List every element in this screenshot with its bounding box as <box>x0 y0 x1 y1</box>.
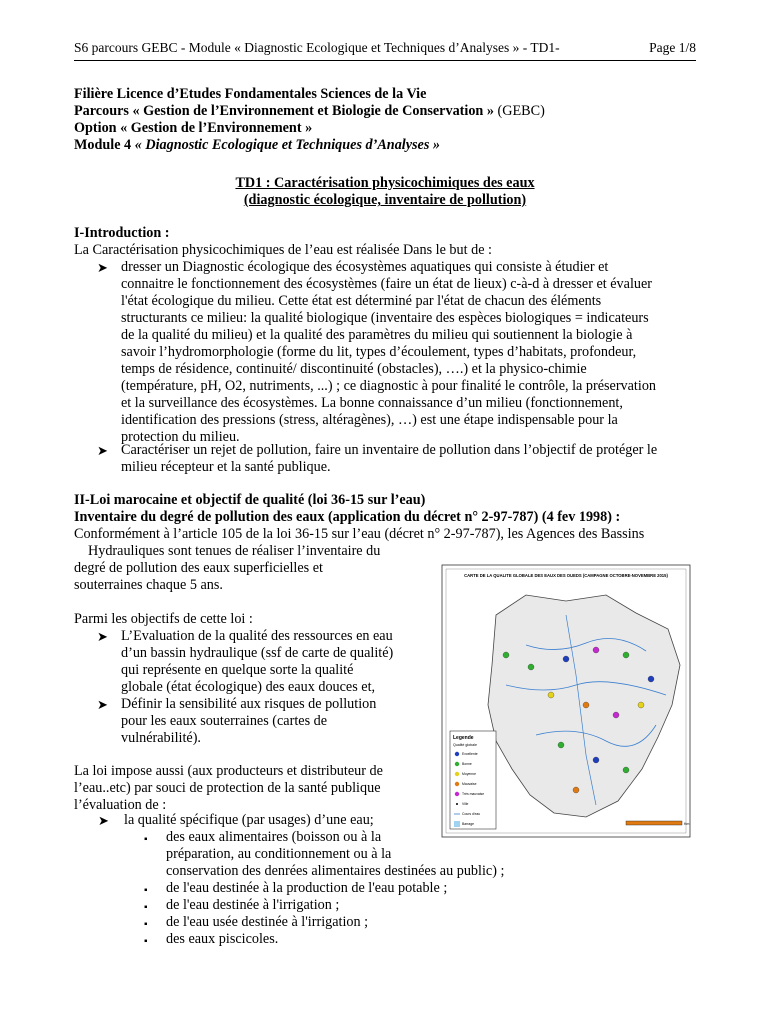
document-subtitle: (diagnostic écologique, inventaire de pollution) <box>243 192 527 208</box>
text-line: globale (état écologique) des eaux douces et, <box>121 679 376 695</box>
bullet-evaluation <box>97 628 394 696</box>
scale-bar <box>626 821 682 825</box>
section-1-heading: I-Introduction : <box>74 225 170 241</box>
station-marker <box>528 664 534 670</box>
scale-label: Km <box>684 822 690 826</box>
header-rule <box>74 60 696 61</box>
text-line: dresser un Diagnostic écologique des écosystèmes aquatiques qui consiste à étudier et <box>121 259 609 275</box>
station-marker <box>558 742 564 748</box>
station-marker <box>583 702 589 708</box>
text-line: Définir la sensibilité aux risques de pollution <box>121 696 377 712</box>
text-line: de l'eau destinée à l'irrigation ; <box>166 897 340 913</box>
bullet-sensibilite <box>97 696 377 747</box>
text-line: de l'eau destinée à la production de l'eau potable ; <box>166 880 448 896</box>
square-bullet-icon: ▪ <box>144 834 148 845</box>
legend-title: Legende <box>453 735 474 741</box>
legend-swatch <box>454 821 460 827</box>
text-line: degré de pollution des eaux superficielles et <box>74 560 323 576</box>
square-bullet-icon: ▪ <box>144 919 148 930</box>
text-line: L’Evaluation de la qualité des ressources en eau <box>121 628 393 644</box>
station-marker <box>648 676 654 682</box>
course-line-2: Parcours « Gestion de l’Environnement et Biologie de Conservation » <box>74 103 494 119</box>
arrow-bullet-icon: ➤ <box>97 260 108 275</box>
arrow-bullet-icon: ➤ <box>97 443 108 458</box>
list-item <box>144 914 504 931</box>
list-item <box>144 897 504 914</box>
square-bullet-icon: ▪ <box>144 902 148 913</box>
list-item <box>144 931 504 948</box>
document-title: TD1 : Caractérisation physicochimiques des eaux <box>235 175 535 191</box>
legend-label: Cours d'eau <box>462 812 481 816</box>
text-line: des eaux piscicoles. <box>166 931 279 947</box>
text-line: l'état écologique du milieu. Cette état est déterminé par l'état de chacun des éléments <box>121 293 602 309</box>
objectives-lead: Parmi les objectifs de cette loi : <box>74 611 253 627</box>
legend-label: Très mauvaise <box>462 792 485 796</box>
station-marker <box>623 767 629 773</box>
bullet-qualite-specifique <box>98 812 374 829</box>
square-bullet-icon: ▪ <box>144 885 148 896</box>
course-info <box>74 86 545 154</box>
legend-subtitle: Qualité globale <box>453 743 477 747</box>
text-line: protection du milieu. <box>121 429 240 445</box>
text-line: connaitre le fonctionnement des écosystèmes (faire un état de lieux) c-à-d à dresser et évaluer <box>121 276 652 292</box>
section-1-lead: La Caractérisation physicochimiques de l’eau est réalisée Dans le but de : <box>74 242 492 258</box>
station-marker <box>593 647 599 653</box>
course-line-1: Filière Licence d’Etudes Fondamentales Sciences de la Vie <box>74 86 427 102</box>
text-line: structurants ce milieu: la qualité biologique (inventaire des espèces biologiques = indicateurs <box>121 310 649 326</box>
square-bullet-icon: ▪ <box>144 936 148 947</box>
section-2-subheading: Inventaire du degré de pollution des eaux (application du décret n° 2-97-787) (4 fev 1998) : <box>74 509 621 525</box>
text-line: l’eau..etc) par souci de protection de la santé publique <box>74 780 381 796</box>
list-item <box>144 880 504 897</box>
legend-swatch <box>455 752 459 756</box>
legend-label: Bonne <box>462 762 472 766</box>
header-title: S6 parcours GEBC - Module « Diagnostic Ecologique et Techniques d’Analyses » - TD1- <box>74 40 560 55</box>
map-title: CARTE DE LA QUALITE GLOBALE DES EAUX DES OUEDS (CAMPAGNE OCTOBRE-NOVEMBRE 2015) <box>464 573 668 578</box>
arrow-bullet-icon: ➤ <box>97 629 108 644</box>
law-paragraph <box>74 763 383 814</box>
text-line: La loi impose aussi (aux producteurs et distributeur de <box>74 763 383 779</box>
text-line: (température, pH, O2, nutriments, ...) ; ce diagnostic à pour finalité le contrôle, la préservation <box>121 378 657 394</box>
legend-label: Moyenne <box>462 772 476 776</box>
text-line: temps de résidence, continuité/ discontinuité (obstacles), ….) et la physico-chimie <box>121 361 587 377</box>
course-line-3: Option « Gestion de l’Environnement » <box>74 120 313 136</box>
legend-label: Mauvaise <box>462 782 477 786</box>
text-line: de l'eau usée destinée à l'irrigation ; <box>166 914 369 930</box>
text-line: la qualité spécifique (par usages) d’une eau; <box>124 812 374 828</box>
text-line: Caractériser un rejet de pollution, faire un inventaire de pollution dans l’objectif de protéger le <box>121 442 658 458</box>
text-line: l’évaluation de : <box>74 797 167 813</box>
legend-label: Excellente <box>462 752 478 756</box>
module-name: « Diagnostic Ecologique et Techniques d’Analyses » <box>134 137 441 153</box>
text-line: vulnérabilité). <box>121 730 201 746</box>
legend-label: Ville <box>462 802 469 806</box>
section-2-heading: II-Loi marocaine et objectif de qualité (loi 36-15 sur l’eau) <box>74 492 426 508</box>
section-1 <box>74 225 492 259</box>
text-line: Conformément à l’article 105 de la loi 36-15 sur l’eau (décret n° 2-97-787), les Agences des Bassins <box>74 526 645 542</box>
text-line: de la qualité du milieu) et la qualité des paramètres du milieu qui soutiennent la biologie à <box>121 327 633 343</box>
arrow-bullet-icon: ➤ <box>98 813 109 828</box>
bullet-diagnostic <box>97 259 657 446</box>
legend-swatch <box>455 772 459 776</box>
text-line: Hydrauliques sont tenues de réaliser l’inventaire du <box>88 543 381 559</box>
text-line: souterraines chaque 5 ans. <box>74 577 223 593</box>
course-line-4: Module 4 <box>74 137 135 153</box>
text-line: identification des pressions (stress, altéragènes), …) est une étape indispensable pour la <box>121 412 618 428</box>
text-line: conservation des denrées alimentaires destinées au public) ; <box>166 863 505 879</box>
text-line: savoir l’hydromorphologie (forme du lit, types d’écoulement, types d’habitats, profondeur, <box>121 344 637 360</box>
station-marker <box>613 712 619 718</box>
station-marker <box>638 702 644 708</box>
legend-swatch <box>455 792 459 796</box>
sub-list <box>144 829 505 948</box>
station-marker <box>593 757 599 763</box>
station-marker <box>573 787 579 793</box>
text-line: qui représente en quelque sorte la qualité <box>121 662 354 678</box>
legend-swatch <box>456 803 458 805</box>
text-line: d’un bassin hydraulique (ssf de carte de qualité) <box>121 645 394 661</box>
station-marker <box>503 652 509 658</box>
arrow-bullet-icon: ➤ <box>97 697 108 712</box>
text-line: des eaux alimentaires (boisson ou à la <box>166 829 382 845</box>
station-marker <box>563 656 569 662</box>
bullet-pollution <box>97 442 658 476</box>
water-quality-map <box>436 555 696 845</box>
course-line-2-suffix: (GEBC) <box>493 103 545 119</box>
legend-swatch <box>455 762 459 766</box>
text-line: et la surveillance des écosystèmes. La bonne connaissance d’un milieu (fonctionnement, <box>121 395 623 411</box>
text-line: milieu récepteur et la santé publique. <box>121 459 331 475</box>
text-line: pour les eaux souterraines (cartes de <box>121 713 328 729</box>
legend-label: Barrage <box>462 822 475 826</box>
station-marker <box>623 652 629 658</box>
text-line: préparation, au conditionnement ou à la <box>166 846 392 862</box>
station-marker <box>548 692 554 698</box>
legend-swatch <box>455 782 459 786</box>
page-header <box>74 40 696 56</box>
page-number: Page 1/8 <box>649 40 696 55</box>
